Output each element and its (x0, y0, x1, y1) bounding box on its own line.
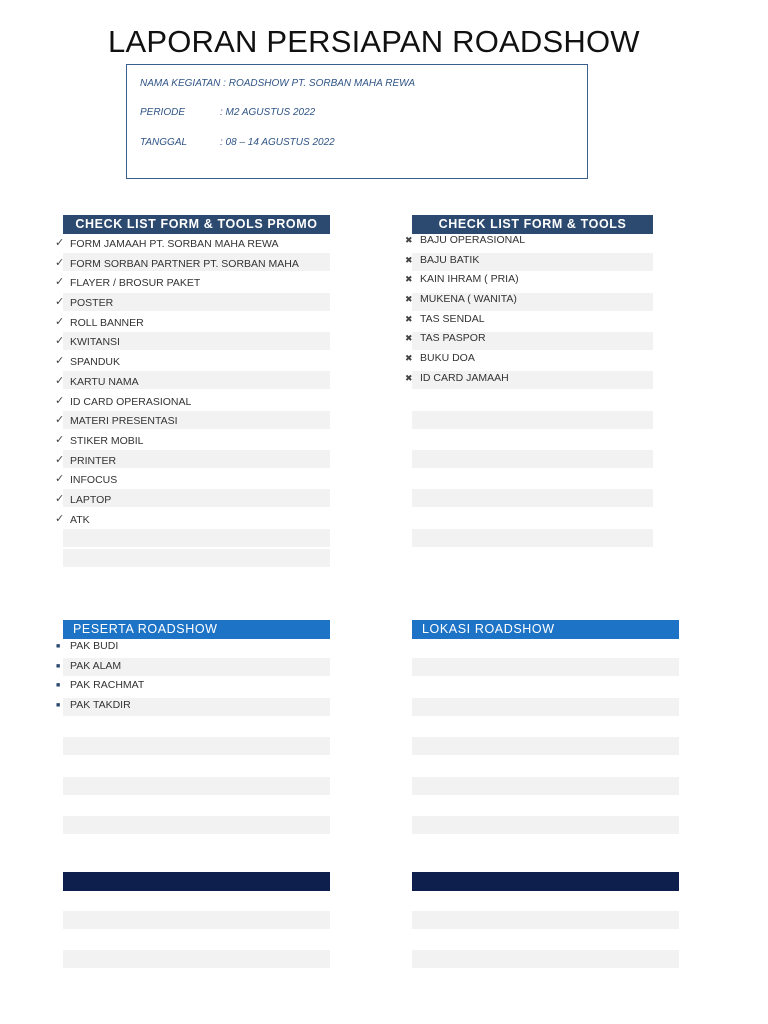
bullet-icon: ■ (56, 682, 61, 690)
checkmark-icon: ✓ (55, 315, 65, 328)
list-item-label: TAS PASPOR (420, 332, 486, 345)
list-item-label: KARTU NAMA (70, 375, 139, 388)
table-row-stripe (63, 911, 330, 929)
checklist-right-header: CHECK LIST FORM & TOOLS PROMO (412, 215, 653, 234)
list-item (55, 471, 335, 491)
list-item-label: POSTER (70, 297, 114, 310)
list-item (55, 491, 335, 511)
cross-icon: ✖ (405, 313, 413, 324)
list-item (55, 333, 335, 353)
date-row (140, 137, 335, 148)
list-item (55, 353, 335, 373)
cross-icon: ✖ (405, 235, 413, 245)
checkmark-icon: ✓ (55, 335, 65, 348)
period-row (140, 107, 316, 118)
table-row-stripe (63, 777, 330, 795)
table-row-stripe (63, 549, 330, 567)
checkmark-icon: ✓ (55, 414, 65, 427)
period-label: PERIODE (140, 107, 186, 118)
checkmark-icon: ✓ (55, 355, 65, 368)
bullet-icon: ■ (56, 702, 61, 710)
list-item-label: BAJU BATIK (420, 253, 480, 266)
date-value: : 08 – 14 AGUSTUS 2022 (220, 137, 335, 148)
list-item-label: PAK ALAM (70, 659, 122, 672)
list-item-label: BUKU DOA (420, 352, 475, 365)
table-row-stripe (412, 658, 679, 676)
checklist-left-header: CHECK LIST FORM & TOOLS PROMO (63, 215, 330, 234)
list-item-label: ID CARD OPERASIONAL (70, 395, 192, 408)
list-item (55, 696, 335, 716)
list-item-label: STIKER MOBIL (70, 434, 144, 447)
checkmark-icon: ✓ (55, 237, 65, 249)
checkmark-icon: ✓ (55, 374, 65, 387)
list-item-label: BAJU OPERASIONAL (420, 234, 526, 246)
peserta-list (55, 637, 335, 716)
table-row-stripe (412, 777, 679, 795)
table-row-stripe (412, 816, 679, 834)
list-item (55, 274, 335, 294)
checkmark-icon: ✓ (55, 276, 65, 289)
list-item-label: PAK RACHMAT (70, 679, 145, 692)
list-item (55, 676, 335, 696)
list-item-label: KAIN IHRAM ( PRIA) (420, 273, 519, 286)
list-item (55, 294, 335, 314)
table-row-stripe (63, 816, 330, 834)
list-item (55, 657, 335, 677)
list-item-label: INFOCUS (70, 474, 118, 487)
cross-icon: ✖ (405, 353, 413, 364)
list-item (405, 349, 655, 369)
bullet-icon: ■ (56, 662, 61, 670)
list-item (55, 412, 335, 432)
checkmark-icon: ✓ (55, 453, 65, 466)
date-label: TANGGAL (140, 137, 188, 148)
bottom-left-header-bar (63, 872, 330, 891)
list-item (55, 637, 335, 657)
table-row-stripe (412, 950, 679, 968)
list-item-label: FLAYER / BROSUR PAKET (70, 277, 201, 290)
table-row-stripe (412, 411, 653, 429)
checkmark-icon: ✓ (55, 296, 65, 309)
list-item (405, 270, 655, 290)
cross-icon: ✖ (405, 254, 413, 265)
list-item-label: MUKENA ( WANITA) (420, 293, 517, 306)
list-item-label: FORM SORBAN PARTNER PT. SORBAN MAHA (70, 257, 299, 270)
list-item-label: ATK (70, 513, 90, 526)
lokasi-header: LOKASI ROADSHOW (412, 620, 679, 639)
list-item-label: SPANDUK (70, 356, 120, 369)
list-item (55, 255, 335, 275)
checkmark-icon: ✓ (55, 512, 65, 525)
table-row-stripe (412, 737, 679, 755)
table-row-stripe (63, 950, 330, 968)
table-row-stripe (412, 529, 653, 547)
checkmark-icon: ✓ (55, 492, 65, 505)
list-item-label: LAPTOP (70, 493, 112, 506)
checklist-left (55, 235, 335, 530)
page-title: LAPORAN PERSIAPAN ROADSHOW (108, 24, 640, 59)
list-item-label: KWITANSI (70, 336, 120, 349)
list-item-label: MATERI PRESENTASI (70, 415, 178, 428)
list-item (55, 511, 335, 531)
table-row-stripe (63, 529, 330, 547)
checklist-right (405, 231, 655, 389)
list-item-label: PAK TAKDIR (70, 699, 131, 712)
cross-icon: ✖ (405, 274, 413, 285)
list-item (55, 432, 335, 452)
list-item-label: FORM JAMAAH PT. SORBAN MAHA REWA (70, 238, 279, 250)
activity-name (140, 78, 415, 89)
cross-icon: ✖ (405, 333, 413, 344)
list-item (55, 314, 335, 334)
checkmark-icon: ✓ (55, 433, 65, 446)
list-item-label: TAS SENDAL (420, 312, 485, 325)
list-item (405, 310, 655, 330)
peserta-header: PESERTA ROADSHOW (63, 620, 330, 639)
list-item (405, 251, 655, 271)
list-item (405, 329, 655, 349)
table-row-stripe (412, 450, 653, 468)
list-item (405, 369, 655, 389)
checkmark-icon: ✓ (55, 256, 65, 269)
list-item-label: PAK BUDI (70, 640, 119, 652)
table-row-stripe (412, 489, 653, 507)
activity-info-box (126, 64, 588, 179)
list-item-label: ID CARD JAMAAH (420, 371, 509, 384)
table-row-stripe (412, 911, 679, 929)
list-item-label: ROLL BANNER (70, 316, 144, 329)
bottom-right-header-bar (412, 872, 679, 891)
list-item (55, 373, 335, 393)
list-item (55, 393, 335, 413)
list-item (55, 452, 335, 472)
cross-icon: ✖ (405, 294, 413, 305)
activity-name-text: NAMA KEGIATAN : ROADSHOW PT. SORBAN MAHA REWA (140, 78, 416, 89)
checkmark-icon: ✓ (55, 394, 65, 407)
cross-icon: ✖ (405, 372, 413, 383)
list-item-label: PRINTER (70, 454, 117, 467)
list-item (55, 235, 335, 255)
list-item (405, 290, 655, 310)
period-value: : M2 AGUSTUS 2022 (220, 107, 316, 118)
list-item (405, 231, 655, 251)
bullet-icon: ■ (56, 643, 61, 650)
table-row-stripe (63, 737, 330, 755)
table-row-stripe (412, 698, 679, 716)
checkmark-icon: ✓ (55, 473, 65, 486)
